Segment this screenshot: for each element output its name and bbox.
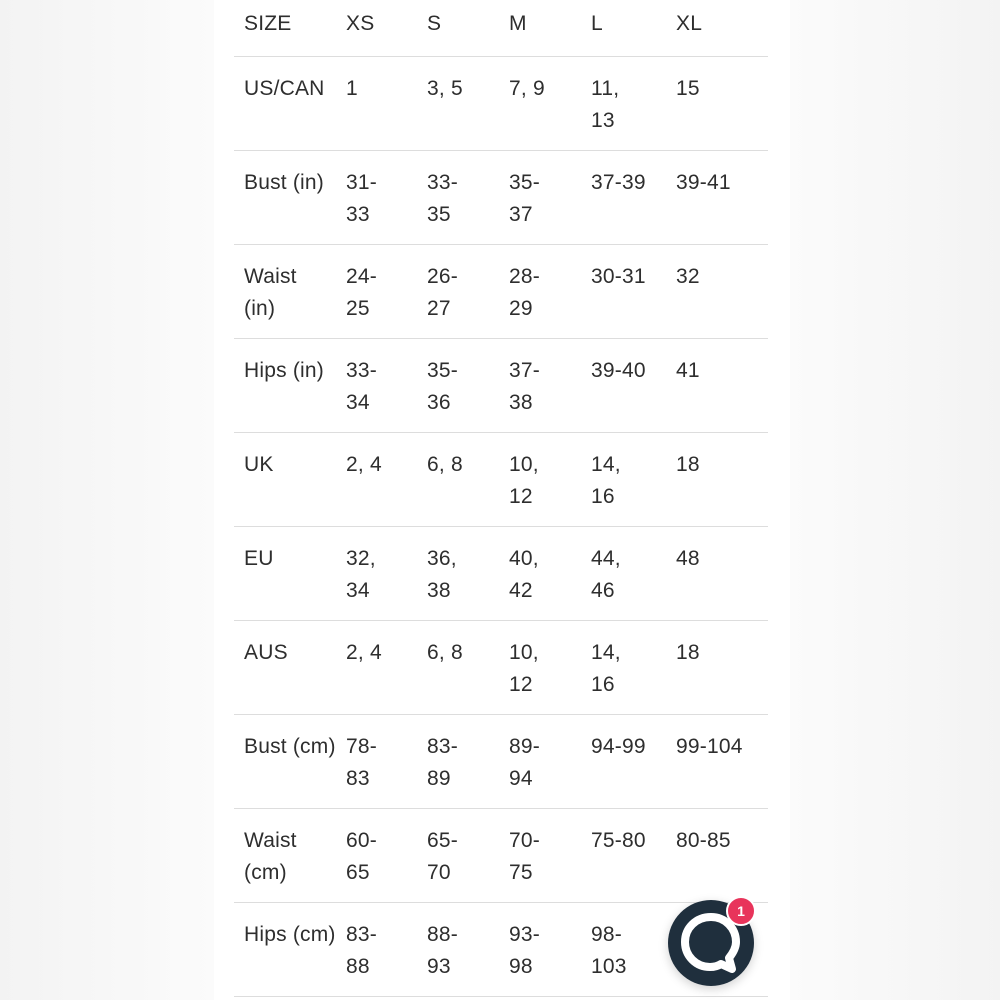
table-header-row (234, 0, 768, 56)
table-row (234, 338, 768, 432)
table-cell: 33- 35 (427, 150, 509, 244)
table-cell: 11, 13 (591, 56, 676, 150)
table-row (234, 432, 768, 526)
table-cell: 60- 65 (346, 808, 427, 902)
table-cell: 94-99 (591, 714, 676, 808)
row-label: US/CAN (234, 56, 346, 150)
table-cell: 3, 5 (427, 56, 509, 150)
row-label: Hips (cm) (234, 902, 346, 996)
table-cell: 40, 42 (509, 526, 591, 620)
row-label: Hips (in) (234, 338, 346, 432)
table-cell: 35- 37 (509, 150, 591, 244)
table-cell: 36, 38 (427, 526, 509, 620)
table-cell: 37- 38 (509, 338, 591, 432)
table-cell: 65- 70 (427, 808, 509, 902)
table-cell: 15 (676, 56, 768, 150)
size-chart-panel (214, 0, 790, 1000)
table-cell: 24- 25 (346, 244, 427, 338)
table-cell: 14, 16 (591, 620, 676, 714)
header-l: L (591, 0, 676, 56)
table-row (234, 808, 768, 902)
header-xs: XS (346, 0, 427, 56)
page-background-left (0, 0, 214, 1000)
row-label: UK (234, 432, 346, 526)
row-label: AUS (234, 620, 346, 714)
table-cell: 18 (676, 432, 768, 526)
table-cell: 33- 34 (346, 338, 427, 432)
table-cell: 70- 75 (509, 808, 591, 902)
table-cell: 32, 34 (346, 526, 427, 620)
row-label: Waist (cm) (234, 808, 346, 902)
size-chart-table (234, 0, 768, 997)
table-cell: 26- 27 (427, 244, 509, 338)
table-cell: 14, 16 (591, 432, 676, 526)
row-label: Waist (in) (234, 244, 346, 338)
table-cell: 32 (676, 244, 768, 338)
table-cell: 48 (676, 526, 768, 620)
header-xl: XL (676, 0, 768, 56)
table-cell: 80-85 (676, 808, 768, 902)
table-cell: 44, 46 (591, 526, 676, 620)
table-cell: 83- 89 (427, 714, 509, 808)
header-size-label: SIZE (234, 0, 346, 56)
table-cell: 6, 8 (427, 432, 509, 526)
row-label: Bust (cm) (234, 714, 346, 808)
table-cell: 10, 12 (509, 620, 591, 714)
table-cell: 10, 12 (509, 432, 591, 526)
table-cell: 98- 103 (591, 902, 676, 996)
table-row (234, 244, 768, 338)
table-cell: 31- 33 (346, 150, 427, 244)
table-cell: 28- 29 (509, 244, 591, 338)
table-row (234, 526, 768, 620)
table-cell: 99-104 (676, 714, 768, 808)
row-label: EU (234, 526, 346, 620)
table-cell: 37-39 (591, 150, 676, 244)
table-cell: 6, 8 (427, 620, 509, 714)
table-cell: 41 (676, 338, 768, 432)
table-cell: 83- 88 (346, 902, 427, 996)
header-s: S (427, 0, 509, 56)
notification-badge: 1 (726, 896, 756, 926)
table-row (234, 714, 768, 808)
table-cell: 93- 98 (509, 902, 591, 996)
table-cell: 88- 93 (427, 902, 509, 996)
table-cell: 39-41 (676, 150, 768, 244)
row-label: Bust (in) (234, 150, 346, 244)
table-row (234, 620, 768, 714)
table-cell: 7, 9 (509, 56, 591, 150)
table-cell: 75-80 (591, 808, 676, 902)
table-cell: 39-40 (591, 338, 676, 432)
table-cell: 78- 83 (346, 714, 427, 808)
table-cell: 30-31 (591, 244, 676, 338)
table-row (234, 56, 768, 150)
table-cell: 18 (676, 620, 768, 714)
table-cell: 2, 4 (346, 432, 427, 526)
table-cell: 2, 4 (346, 620, 427, 714)
table-cell: 35- 36 (427, 338, 509, 432)
table-cell: 1 (346, 56, 427, 150)
page-background-right (790, 0, 1000, 1000)
table-row (234, 150, 768, 244)
table-cell: 89- 94 (509, 714, 591, 808)
header-m: M (509, 0, 591, 56)
